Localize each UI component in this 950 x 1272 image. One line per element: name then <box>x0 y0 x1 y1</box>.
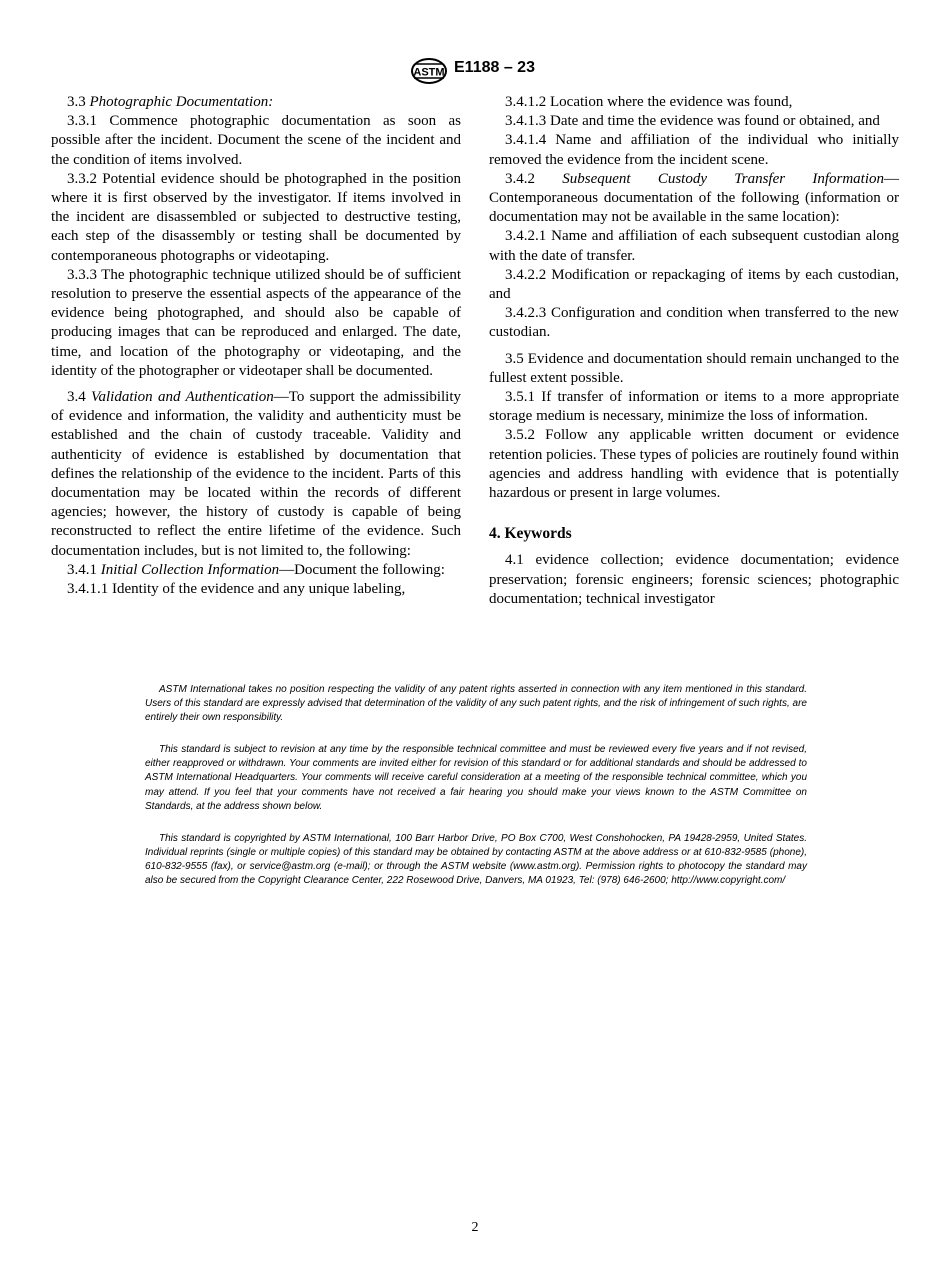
paragraph-3-3-1: 3.3.1 Commence photographic documentation as soon as possible after the incident. Document the scene of the incident and the condition of items involved. <box>51 113 461 168</box>
section-title: Initial Collection Information <box>100 561 280 578</box>
paragraph-3-3-2: 3.3.2 Potential evidence should be photographed in the position where it is first observed by the investigator. If items involved in the incident are disassembled or subjected to destructive testing, each step of the disassembly or testing shall be documented by contemporaneous photographs or videotaping. <box>51 170 461 264</box>
patent-notice: ASTM International takes no position respecting the validity of any patent rights asserted in connection with any item mentioned in this standard. Users of this standard are expressly advised that determination of the validity of any such patent rights, and the risk of infringement of such rights, are entirely their own responsibility. <box>145 684 807 724</box>
section-number: 3.4.1 <box>67 561 97 578</box>
section-4-heading: 4. Keywords <box>489 525 572 543</box>
revision-notice: This standard is subject to revision at any time by the responsible technical committee and must be reviewed every five years and if not revised, either reapproved or withdrawn. Your comments are invited either for revision of this standard or for additional standards and should be addressed to ASTM International Headquarters. Your comments will receive careful consideration at a meeting of the responsible technical committee, which you may attend. If you feel that your comments have not received a fair hearing you should make your views known to the ASTM Committee on Standards, at the address shown below. <box>145 744 807 812</box>
section-number: 3.4.2 <box>505 170 535 187</box>
paragraph-3-4-1-3: 3.4.1.3 Date and time the evidence was found or obtained, and <box>505 113 880 130</box>
section-title: Subsequent Custody Transfer Information <box>562 170 884 187</box>
right-column <box>489 93 899 609</box>
paragraph-3-5-1: 3.5.1 If transfer of information or items to a more appropriate storage medium is necessary, minimize the loss of information. <box>489 389 899 425</box>
paragraph-3-4-2-1: 3.4.2.1 Name and affiliation of each subsequent custodian along with the date of transfer. <box>489 228 899 264</box>
astm-logo-icon <box>408 58 450 84</box>
section-title: Validation and Authentication <box>91 389 274 406</box>
paragraph-3-4-1-4: 3.4.1.4 Name and affiliation of the individual who initially removed the evidence from the incident scene. <box>489 132 899 168</box>
page-number: 2 <box>471 1220 479 1235</box>
paragraph-3-4-1-2: 3.4.1.2 Location where the evidence was found, <box>505 94 793 110</box>
section-body: —Contemporaneous documentation of the following (information or documentation may not be available in the same location): <box>489 170 899 226</box>
footer-notes <box>145 683 807 906</box>
section-number: 3.4 <box>67 389 86 406</box>
paragraph-3-4 <box>51 388 461 561</box>
section-number: 3.3 <box>67 94 86 110</box>
section-body: —To support the admissibility of evidence and information, the validity and authenticity must be established and the chain of custody traceable. Validity and authenticity of evidence is established by documentation that defines the relationship of the evidence to the incident. Parts of this documentation may be located within the records of different agencies; however, the history of custody is capable of being reconstructed to reflect the entire lifetime of the evidence. Such documentation includes, but is not limited to, the following: <box>51 389 462 559</box>
paragraph-3-5-2: 3.5.2 Follow any applicable written document or evidence retention policies. These types of policies are routinely found within agencies and address handling with evidence that is potentially hazardous or present in large volumes. <box>489 427 899 502</box>
paragraph-3-3 <box>51 93 461 112</box>
section-body: —Document the following: <box>279 561 445 578</box>
paragraph-3-3-3: 3.3.3 The photographic technique utilized should be of sufficient resolution to preserve the essential aspects of the appearance of the evidence being photographed, and should also be capable of producing images that can be reproduced and enlarged. The date, time, and location of the photography or videotaping, and the identity of the photographer or videotaper shall be documented. <box>51 266 461 379</box>
paragraph-3-4-1-1: 3.4.1.1 Identity of the evidence and any unique labeling, <box>67 581 406 598</box>
page-header <box>0 58 950 84</box>
paragraph-4-1: 4.1 evidence collection; evidence documentation; evidence preservation; forensic engineers; forensic sciences; photographic documentation; technical investigator <box>489 552 899 607</box>
paragraph-3-4-1 <box>51 561 461 580</box>
section-title: Photographic Documentation: <box>89 94 274 110</box>
astm-logo-text: ASTM <box>413 66 445 79</box>
standard-designation: E1188 – 23 <box>454 59 535 76</box>
copyright-notice: This standard is copyrighted by ASTM International, 100 Barr Harbor Drive, PO Box C700, West Conshohocken, PA 19428-2959, United States. Individual reprints (single or multiple copies) of this standard may be obtained by contacting ASTM at the above address or at 610-832-9585 (phone), 610-832-9555 (fax), or service@astm.org (e-mail); or through the ASTM website (www.astm.org). Permission rights to photocopy the standard may also be secured from the Copyright Clearance Center, 222 Rosewood Drive, Danvers, MA 01923, Tel: (978) 646-2600; http://www.copyright.com/ <box>145 832 807 887</box>
paragraph-3-4-2-3: 3.4.2.3 Configuration and condition when transferred to the new custodian. <box>489 305 899 341</box>
paragraph-3-4-2-2: 3.4.2.2 Modification or repackaging of items by each custodian, and <box>489 266 899 303</box>
left-column <box>51 93 461 599</box>
paragraph-3-5: 3.5 Evidence and documentation should remain unchanged to the fullest extent possible. <box>489 350 899 386</box>
paragraph-3-4-2 <box>489 170 899 228</box>
